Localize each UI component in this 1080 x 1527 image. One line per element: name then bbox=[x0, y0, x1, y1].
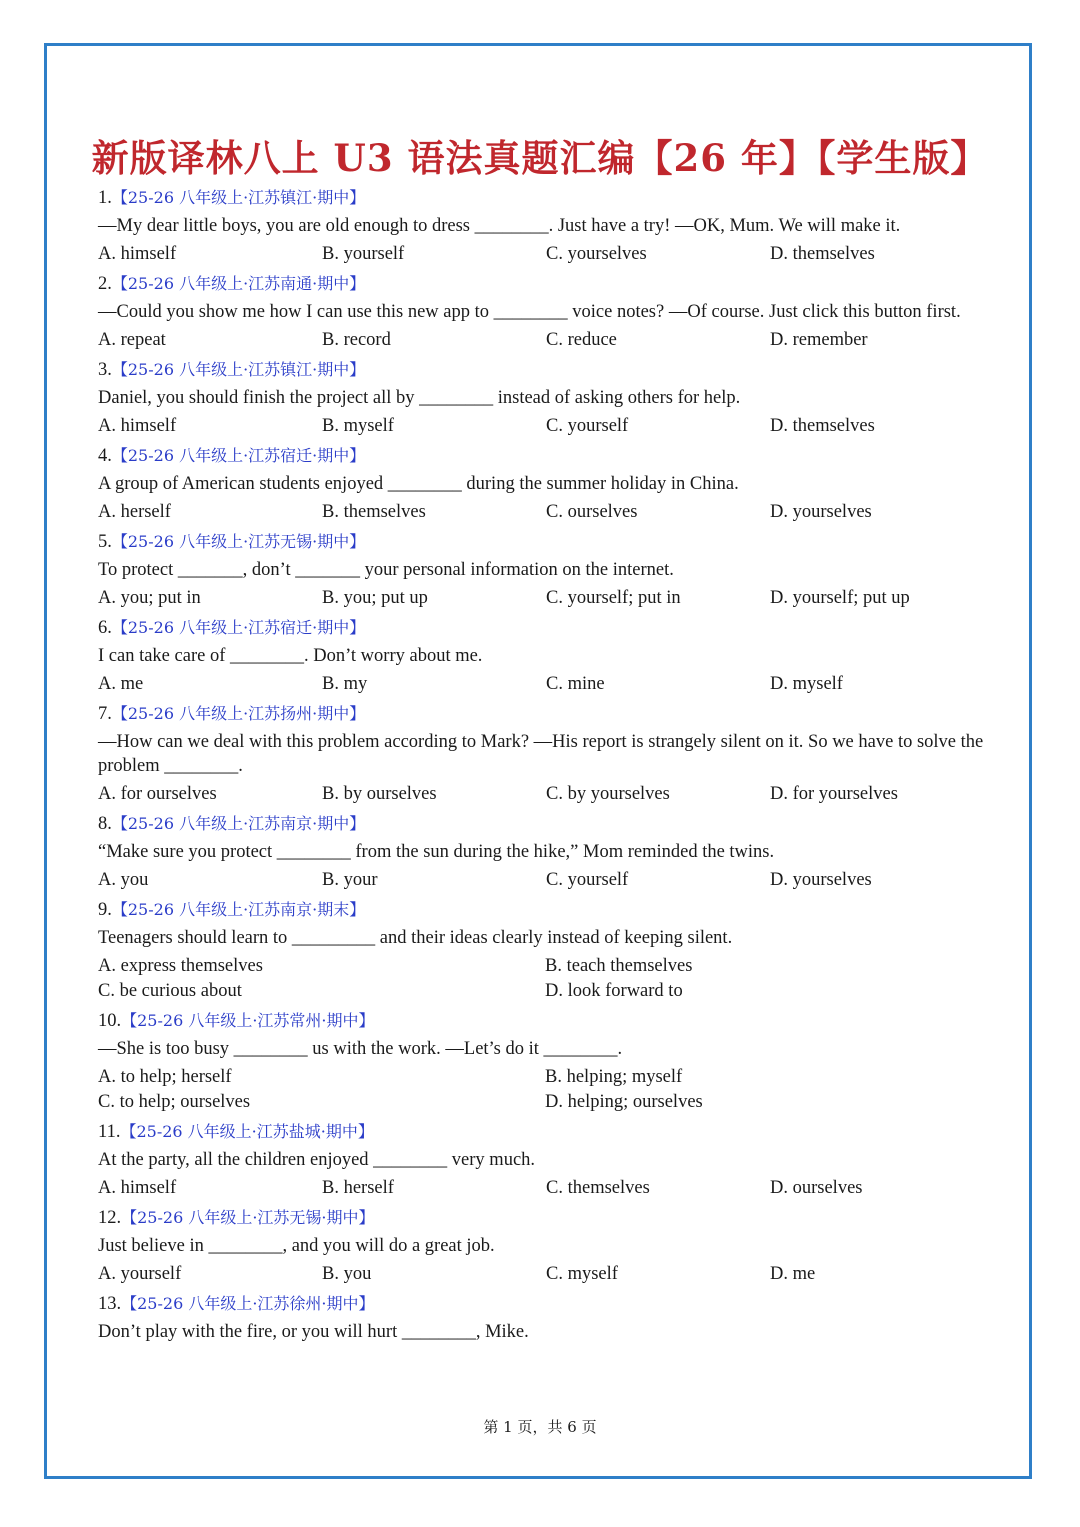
option-a: A. repeat bbox=[98, 330, 166, 350]
option-a: A. himself bbox=[98, 1178, 177, 1198]
question-stem: Just believe in ________, and you will do a great job. bbox=[98, 1236, 495, 1256]
question-stem: —She is too busy ________ us with the work. —Let’s do it ________. bbox=[98, 1039, 623, 1059]
option-c: C. ourselves bbox=[546, 502, 638, 522]
question-stem: A group of American students enjoyed ________ during the summer holiday in China. bbox=[98, 474, 739, 494]
option-b: B. helping; myself bbox=[545, 1067, 683, 1087]
option-a: A. you; put in bbox=[98, 588, 201, 608]
option-a: A. to help; herself bbox=[98, 1067, 232, 1087]
question-source: 【25-26 八年级上·江苏常州·期中】 bbox=[121, 1011, 375, 1030]
option-a: A. express themselves bbox=[98, 956, 263, 976]
option-d: D. remember bbox=[770, 330, 868, 350]
question-stem: I can take care of ________. Don’t worry about me. bbox=[98, 646, 483, 666]
question-source: 【25-26 八年级上·江苏南京·期中】 bbox=[111, 814, 366, 833]
question-5 bbox=[98, 530, 988, 610]
question-number: 11. bbox=[98, 1122, 121, 1142]
option-row bbox=[98, 414, 988, 438]
question-source: 【25-26 八年级上·江苏盐城·期中】 bbox=[120, 1122, 374, 1141]
option-row bbox=[98, 328, 988, 352]
option-grid bbox=[98, 1065, 988, 1114]
question-2 bbox=[98, 272, 988, 352]
question-source: 【25-26 八年级上·江苏镇江·期中】 bbox=[111, 360, 366, 379]
question-8 bbox=[98, 812, 988, 892]
option-b: B. themselves bbox=[322, 502, 426, 522]
option-row bbox=[98, 1262, 988, 1286]
option-d: D. me bbox=[770, 1264, 816, 1284]
option-b: B. your bbox=[322, 870, 378, 890]
question-source: 【25-26 八年级上·江苏镇江·期中】 bbox=[111, 188, 366, 207]
question-source: 【25-26 八年级上·江苏徐州·期中】 bbox=[121, 1294, 375, 1313]
option-row bbox=[98, 586, 988, 610]
option-c: C. yourself; put in bbox=[546, 588, 681, 608]
option-row bbox=[98, 1176, 988, 1200]
option-b: B. my bbox=[322, 674, 368, 694]
option-d: D. myself bbox=[770, 674, 843, 694]
option-d: D. yourself; put up bbox=[770, 588, 910, 608]
option-d: D. helping; ourselves bbox=[545, 1092, 703, 1112]
question-3 bbox=[98, 358, 988, 438]
question-number: 7. bbox=[98, 704, 112, 724]
option-a: A. yourself bbox=[98, 1264, 182, 1284]
question-1 bbox=[98, 186, 988, 266]
question-number: 13. bbox=[98, 1294, 122, 1314]
question-source: 【25-26 八年级上·江苏宿迁·期中】 bbox=[111, 618, 366, 637]
question-stem: “Make sure you protect ________ from the sun during the hike,” Mom reminded the twins. bbox=[98, 842, 775, 862]
question-number: 10. bbox=[98, 1011, 122, 1031]
question-number: 6. bbox=[98, 618, 112, 638]
question-13 bbox=[98, 1292, 988, 1344]
option-b: B. by ourselves bbox=[322, 784, 437, 804]
option-row bbox=[98, 500, 988, 524]
question-number: 4. bbox=[98, 446, 112, 466]
question-4 bbox=[98, 444, 988, 524]
option-d: D. themselves bbox=[770, 244, 875, 264]
option-b: B. you; put up bbox=[322, 588, 428, 608]
option-a: A. himself bbox=[98, 244, 177, 264]
option-c: C. reduce bbox=[546, 330, 617, 350]
question-source: 【25-26 八年级上·江苏宿迁·期中】 bbox=[111, 446, 366, 465]
option-row bbox=[98, 782, 988, 806]
option-b: B. myself bbox=[322, 416, 394, 436]
page-footer: 第 1 页，共 6 页 bbox=[483, 1418, 597, 1436]
question-stem: Don’t play with the fire, or you will hurt ________, Mike. bbox=[98, 1322, 529, 1342]
question-stem: —How can we deal with this problem according to Mark? —His report is strangely silent on it. So we have to solve the problem ________. bbox=[98, 732, 984, 776]
option-c: C. mine bbox=[546, 674, 605, 694]
option-grid bbox=[98, 954, 988, 1003]
option-row bbox=[98, 672, 988, 696]
option-a: A. herself bbox=[98, 502, 171, 522]
option-row bbox=[98, 242, 988, 266]
question-stem: To protect _______, don’t _______ your personal information on the internet. bbox=[98, 560, 674, 580]
question-10 bbox=[98, 1009, 988, 1114]
option-c: C. yourselves bbox=[546, 244, 647, 264]
question-number: 12. bbox=[98, 1208, 122, 1228]
option-c: C. be curious about bbox=[98, 981, 242, 1001]
option-d: D. yourselves bbox=[770, 502, 872, 522]
question-12 bbox=[98, 1206, 988, 1286]
question-number: 8. bbox=[98, 814, 112, 834]
question-stem: At the party, all the children enjoyed ________ very much. bbox=[98, 1150, 536, 1170]
option-row bbox=[98, 868, 988, 892]
option-a: A. himself bbox=[98, 416, 177, 436]
question-9 bbox=[98, 898, 988, 1003]
question-source: 【25-26 八年级上·江苏无锡·期中】 bbox=[111, 532, 366, 551]
option-d: D. themselves bbox=[770, 416, 875, 436]
option-d: D. for yourselves bbox=[770, 784, 898, 804]
option-b: B. record bbox=[322, 330, 391, 350]
option-c: C. yourself bbox=[546, 416, 629, 436]
question-number: 9. bbox=[98, 900, 112, 920]
page-title: 新版译林八上 U3 语法真题汇编【26 年】【学生版】 bbox=[91, 136, 989, 180]
question-source: 【25-26 八年级上·江苏扬州·期中】 bbox=[111, 704, 366, 723]
option-c: C. myself bbox=[546, 1264, 618, 1284]
question-number: 3. bbox=[98, 360, 112, 380]
question-6 bbox=[98, 616, 988, 696]
question-source: 【25-26 八年级上·江苏南通·期中】 bbox=[111, 274, 366, 293]
option-d: D. yourselves bbox=[770, 870, 872, 890]
question-stem: —Could you show me how I can use this new app to ________ voice notes? —Of course. Just click this button first. bbox=[98, 302, 961, 322]
question-source: 【25-26 八年级上·江苏无锡·期中】 bbox=[121, 1208, 375, 1227]
option-d: D. ourselves bbox=[770, 1178, 863, 1198]
question-source: 【25-26 八年级上·江苏南京·期末】 bbox=[111, 900, 366, 919]
option-c: C. themselves bbox=[546, 1178, 650, 1198]
question-7 bbox=[98, 702, 988, 806]
question-stem: Daniel, you should finish the project all by ________ instead of asking others for help. bbox=[98, 388, 741, 408]
option-c: C. by yourselves bbox=[546, 784, 670, 804]
option-a: A. me bbox=[98, 674, 144, 694]
option-c: C. to help; ourselves bbox=[98, 1092, 251, 1112]
question-stem: —My dear little boys, you are old enough to dress ________. Just have a try! —OK, Mum. We will make it. bbox=[98, 216, 901, 236]
option-d: D. look forward to bbox=[545, 981, 683, 1001]
question-list bbox=[98, 186, 988, 1348]
option-c: C. yourself bbox=[546, 870, 629, 890]
option-b: B. yourself bbox=[322, 244, 405, 264]
question-number: 2. bbox=[98, 274, 112, 294]
question-stem: Teenagers should learn to _________ and their ideas clearly instead of keeping silent. bbox=[98, 928, 733, 948]
option-b: B. herself bbox=[322, 1178, 394, 1198]
option-b: B. teach themselves bbox=[545, 956, 693, 976]
option-b: B. you bbox=[322, 1264, 372, 1284]
question-number: 5. bbox=[98, 532, 112, 552]
option-a: A. you bbox=[98, 870, 149, 890]
question-number: 1. bbox=[98, 188, 112, 208]
question-11 bbox=[98, 1120, 988, 1200]
option-a: A. for ourselves bbox=[98, 784, 217, 804]
